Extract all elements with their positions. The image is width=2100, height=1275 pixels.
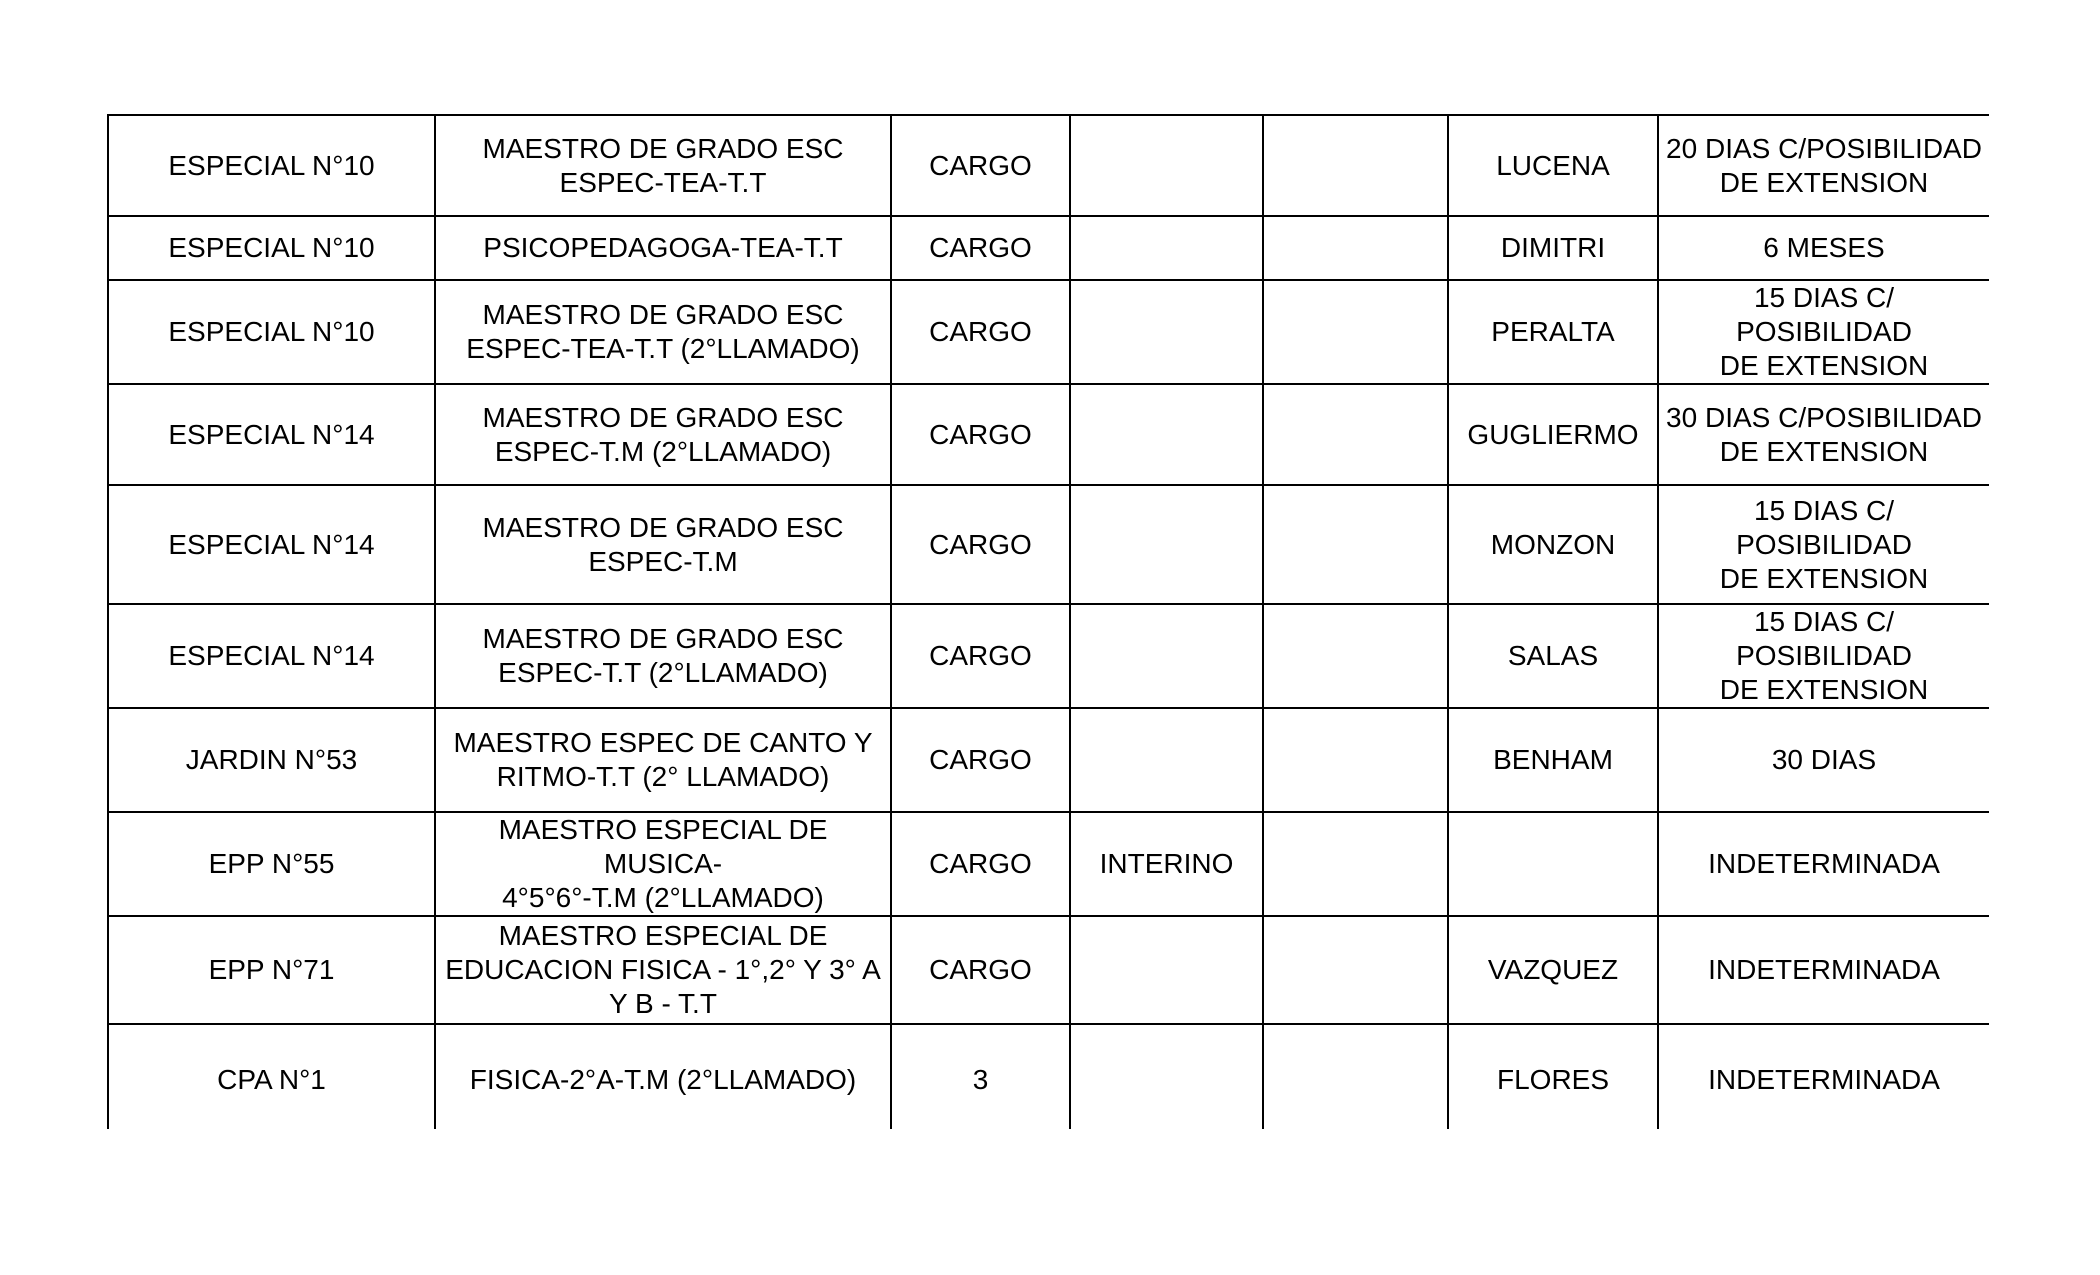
cell-extra	[1263, 485, 1448, 604]
cell-escuela: ESPECIAL N°14	[108, 604, 435, 708]
cell-cargo: MAESTRO ESPECIAL DE MUSICA- 4°5°6°-T.M (2°LLAMADO)	[435, 812, 891, 916]
cell-escuela: ESPECIAL N°10	[108, 280, 435, 384]
cell-extra	[1263, 384, 1448, 485]
cell-docente: BENHAM	[1448, 708, 1658, 812]
cell-cargo: MAESTRO ESPEC DE CANTO Y RITMO-T.T (2° LLAMADO)	[435, 708, 891, 812]
cell-duracion: 20 DIAS C/POSIBILIDAD DE EXTENSION	[1658, 115, 1989, 216]
cell-extra	[1263, 280, 1448, 384]
cell-duracion: INDETERMINADA	[1658, 812, 1989, 916]
cell-duracion: 30 DIAS C/POSIBILIDAD DE EXTENSION	[1658, 384, 1989, 485]
cell-cargo: FISICA-2°A-T.M (2°LLAMADO)	[435, 1024, 891, 1129]
cell-escuela: JARDIN N°53	[108, 708, 435, 812]
table-row	[108, 916, 1989, 1024]
cell-cargo: MAESTRO DE GRADO ESC ESPEC-T.M (2°LLAMADO)	[435, 384, 891, 485]
cell-cargo: MAESTRO DE GRADO ESC ESPEC-TEA-T.T	[435, 115, 891, 216]
cell-situacion: INTERINO	[1070, 812, 1263, 916]
table-row	[108, 384, 1989, 485]
cell-duracion: 15 DIAS C/ POSIBILIDAD DE EXTENSION	[1658, 485, 1989, 604]
cell-extra	[1263, 115, 1448, 216]
cell-docente: LUCENA	[1448, 115, 1658, 216]
cell-tipo: CARGO	[891, 812, 1070, 916]
cell-docente: DIMITRI	[1448, 216, 1658, 280]
cell-situacion	[1070, 1024, 1263, 1129]
cell-docente: SALAS	[1448, 604, 1658, 708]
vacancies-table	[107, 114, 1989, 1129]
cell-situacion	[1070, 916, 1263, 1024]
cell-cargo: MAESTRO DE GRADO ESC ESPEC-T.T (2°LLAMADO)	[435, 604, 891, 708]
cell-cargo: MAESTRO DE GRADO ESC ESPEC-T.M	[435, 485, 891, 604]
cell-escuela: CPA N°1	[108, 1024, 435, 1129]
cell-escuela: EPP N°55	[108, 812, 435, 916]
cell-duracion: 15 DIAS C/ POSIBILIDAD DE EXTENSION	[1658, 280, 1989, 384]
cell-duracion: 15 DIAS C/ POSIBILIDAD DE EXTENSION	[1658, 604, 1989, 708]
cell-duracion: INDETERMINADA	[1658, 1024, 1989, 1129]
cell-extra	[1263, 812, 1448, 916]
vacancies-table-page	[107, 114, 1989, 1129]
cell-tipo: CARGO	[891, 708, 1070, 812]
table-row	[108, 216, 1989, 280]
table-row	[108, 604, 1989, 708]
cell-tipo: CARGO	[891, 384, 1070, 485]
cell-extra	[1263, 708, 1448, 812]
cell-duracion: 30 DIAS	[1658, 708, 1989, 812]
cell-tipo: 3	[891, 1024, 1070, 1129]
cell-situacion	[1070, 604, 1263, 708]
cell-docente: GUGLIERMO	[1448, 384, 1658, 485]
cell-docente: FLORES	[1448, 1024, 1658, 1129]
cell-escuela: ESPECIAL N°14	[108, 485, 435, 604]
table-row	[108, 708, 1989, 812]
cell-situacion	[1070, 216, 1263, 280]
cell-tipo: CARGO	[891, 604, 1070, 708]
cell-duracion: 6 MESES	[1658, 216, 1989, 280]
cell-cargo: PSICOPEDAGOGA-TEA-T.T	[435, 216, 891, 280]
table-row	[108, 280, 1989, 384]
cell-escuela: ESPECIAL N°14	[108, 384, 435, 485]
cell-tipo: CARGO	[891, 485, 1070, 604]
cell-tipo: CARGO	[891, 216, 1070, 280]
cell-situacion	[1070, 384, 1263, 485]
cell-duracion: INDETERMINADA	[1658, 916, 1989, 1024]
cell-docente: PERALTA	[1448, 280, 1658, 384]
cell-tipo: CARGO	[891, 115, 1070, 216]
cell-cargo: MAESTRO DE GRADO ESC ESPEC-TEA-T.T (2°LLAMADO)	[435, 280, 891, 384]
table-row	[108, 1024, 1989, 1129]
cell-situacion	[1070, 115, 1263, 216]
cell-escuela: EPP N°71	[108, 916, 435, 1024]
cell-cargo: MAESTRO ESPECIAL DE EDUCACION FISICA - 1°,2° Y 3° A Y B - T.T	[435, 916, 891, 1024]
cell-escuela: ESPECIAL N°10	[108, 216, 435, 280]
cell-tipo: CARGO	[891, 280, 1070, 384]
cell-situacion	[1070, 280, 1263, 384]
table-row	[108, 485, 1989, 604]
cell-escuela: ESPECIAL N°10	[108, 115, 435, 216]
cell-extra	[1263, 216, 1448, 280]
cell-docente: MONZON	[1448, 485, 1658, 604]
cell-docente: VAZQUEZ	[1448, 916, 1658, 1024]
cell-situacion	[1070, 485, 1263, 604]
cell-docente	[1448, 812, 1658, 916]
cell-extra	[1263, 1024, 1448, 1129]
cell-extra	[1263, 604, 1448, 708]
cell-extra	[1263, 916, 1448, 1024]
cell-tipo: CARGO	[891, 916, 1070, 1024]
table-row	[108, 115, 1989, 216]
cell-situacion	[1070, 708, 1263, 812]
table-body	[108, 115, 1989, 1129]
table-row	[108, 812, 1989, 916]
